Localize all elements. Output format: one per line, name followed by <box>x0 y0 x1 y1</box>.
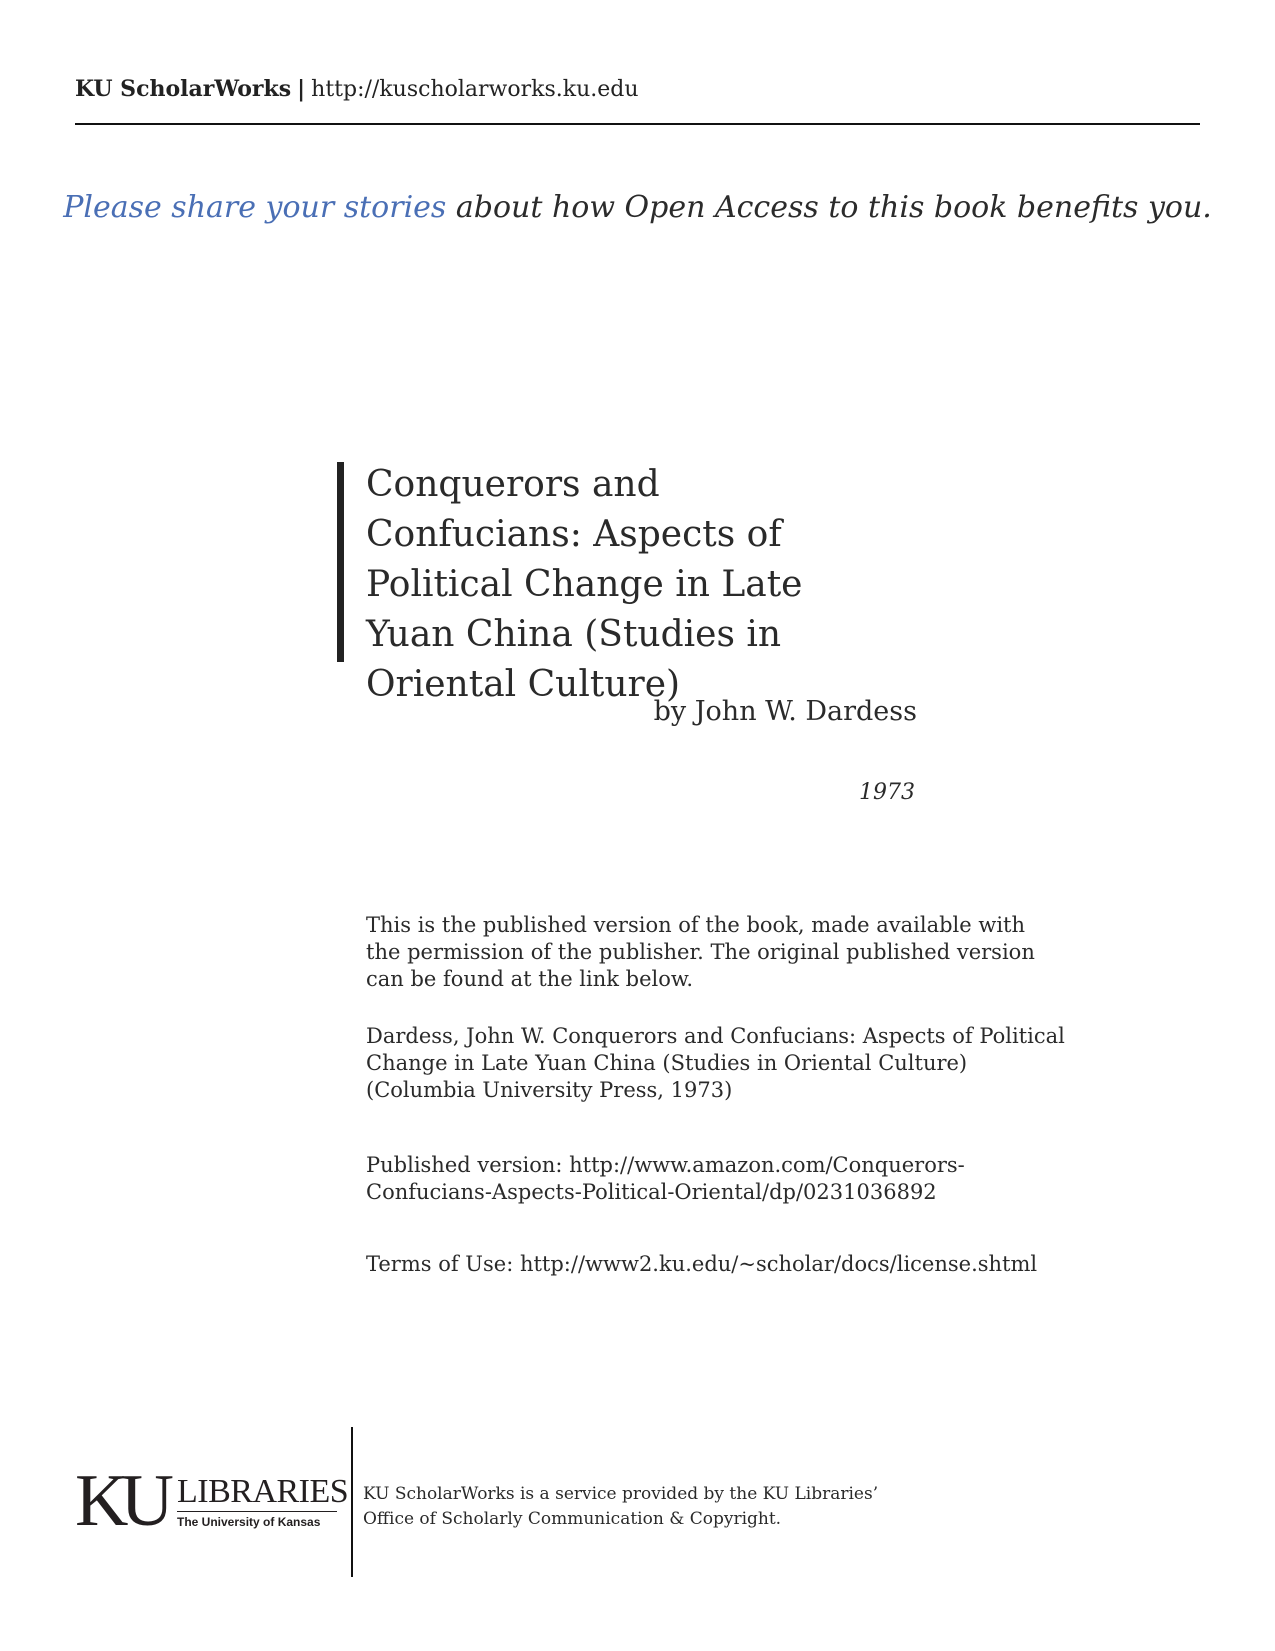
terms-of-use-link[interactable]: Terms of Use: http://www2.ku.edu/~scholar/docs/license.shtml <box>366 1252 1038 1276</box>
title-accent-bar <box>337 462 344 662</box>
share-banner-text: about how Open Access to this book benefits you. <box>455 190 1212 225</box>
header-separator: | <box>297 76 306 102</box>
book-year: 1973 <box>859 780 915 805</box>
header <box>75 76 639 102</box>
share-stories-link[interactable]: Please share your stories <box>63 190 447 225</box>
book-title: Conquerors and Confucians: Aspects of Political Change in Late Yuan China (Studies in Oriental Culture) <box>366 464 803 705</box>
logo-university: The University of Kansas <box>177 1515 321 1529</box>
book-author: by John W. Dardess <box>653 696 917 727</box>
footer-divider <box>351 1427 353 1577</box>
footer-text: KU ScholarWorks is a service provided by the KU Libraries’ Office of Scholarly Communication & Copyright. <box>363 1484 879 1529</box>
share-banner <box>0 190 1275 225</box>
published-note: This is the published version of the book, made available with the permission of the publisher. The original published version can be found at the link below. <box>366 913 1035 991</box>
ku-libraries-logo <box>75 1460 349 1545</box>
logo-divider <box>177 1511 337 1512</box>
header-divider <box>75 123 1200 125</box>
header-url[interactable]: http://kuscholarworks.ku.edu <box>311 77 639 102</box>
header-brand: KU ScholarWorks <box>75 76 292 102</box>
citation: Dardess, John W. Conquerors and Confucians: Aspects of Political Change in Late Yuan China (Studies in Oriental Culture) (Columbia University Press, 1973) <box>366 1024 1065 1102</box>
logo-libraries: LIBRARIES <box>177 1473 349 1510</box>
logo-ku: KU <box>75 1460 166 1542</box>
published-version-link[interactable]: Published version: http://www.amazon.com/Conquerors-Confucians-Aspects-Political-Oriental/dp/0231036892 <box>366 1153 965 1204</box>
